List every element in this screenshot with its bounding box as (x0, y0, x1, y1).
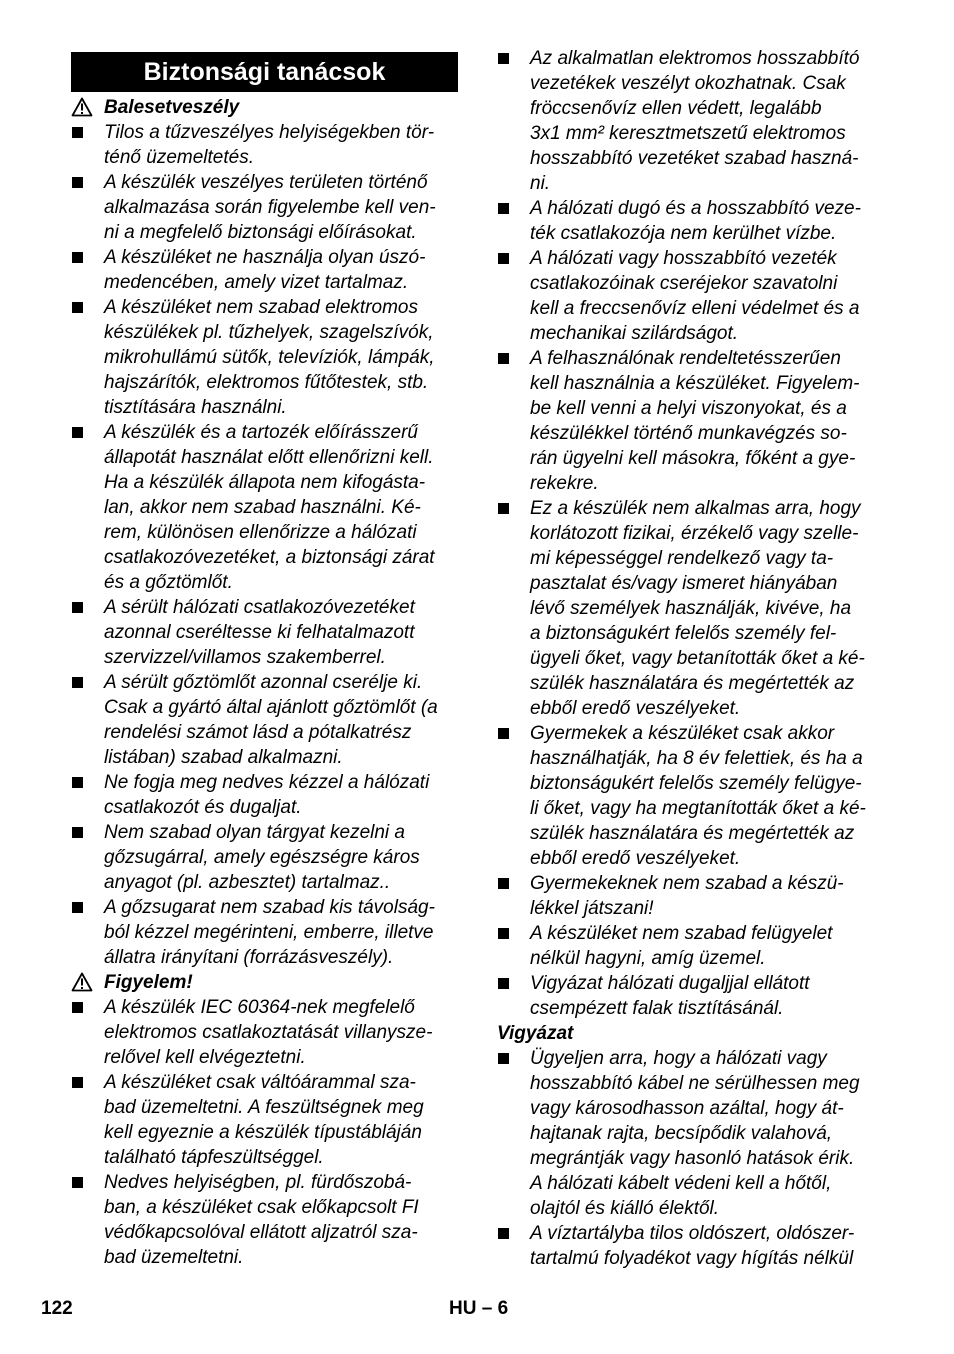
list-item-line: Gyermekek a készüléket csak akkor (530, 723, 835, 744)
list-item (71, 1170, 458, 1270)
square-bullet-icon (498, 53, 509, 64)
square-bullet-icon (498, 1053, 509, 1064)
list-item-line: használhatják, ha 8 év felettiek, és ha a (530, 748, 863, 769)
warning-heading (71, 970, 458, 995)
list-item-line: listában) szabad alkalmazni. (104, 747, 343, 768)
square-bullet-icon (72, 427, 83, 438)
list-item (71, 295, 458, 420)
list-item-line: A gőzsugarat nem szabad kis távolság- (104, 897, 435, 918)
list-item-line: készülékkel történő munkavégzés so- (530, 423, 847, 444)
square-bullet-icon (498, 353, 509, 364)
list-item-line: rán ügyelni kell másokra, főként a gye- (530, 448, 856, 469)
list-item (497, 921, 889, 971)
list-item-line: szülék használatára és megértették az (530, 673, 855, 694)
list-item-line: A sérült gőztömlőt azonnal cserélje ki. (104, 672, 423, 693)
list-item-line: Gyermekeknek nem szabad a készü- (530, 873, 844, 894)
warning-triangle-icon (71, 97, 93, 117)
list-item (497, 346, 889, 496)
list-item-line: elektromos csatlakoztatását villanysze- (104, 1022, 433, 1043)
list-item-line: bad üzemeltetni. A feszültségnek meg (104, 1097, 424, 1118)
list-item-line: Ügyeljen arra, hogy a hálózati vagy (530, 1048, 827, 1069)
list-item-line: azonnal cseréltesse ki felhatalmazott (104, 622, 415, 643)
list-item-line: hajtanak rajta, becsípődik valahová, (530, 1123, 833, 1144)
list-item-line: lékkel játszani! (530, 898, 654, 919)
warning-heading-text: Balesetveszély (104, 97, 240, 118)
list-item-line: ban, a készüléket csak előkapcsolt FI (104, 1197, 419, 1218)
list-item (497, 871, 889, 921)
list-item-line: Ez a készülék nem alkalmas arra, hogy (530, 498, 861, 519)
square-bullet-icon (498, 253, 509, 264)
list-item-line: A hálózati dugó és a hosszabbító veze- (530, 198, 861, 219)
list-item-line: A készüléket csak váltóárammal sza- (104, 1072, 416, 1093)
list-item-line: biztonságukért felelős személy felügye- (530, 773, 862, 794)
list-item-line: fröccsenővíz ellen védett, legalább (530, 98, 822, 119)
warning-heading-text: Figyelem! (104, 972, 193, 993)
list-item-line: Vigyázat hálózati dugaljjal ellátott (530, 973, 810, 994)
list-item-line: A készülék IEC 60364-nek megfelelő (104, 997, 415, 1018)
list-item-line: vezetékek veszélyt okozhatnak. Csak (530, 73, 846, 94)
list-item-line: hajszárítók, elektromos fűtőtestek, stb. (104, 372, 429, 393)
list-item (71, 120, 458, 170)
list-item-line: korlátozott fizikai, érzékelő vagy szelle- (530, 523, 859, 544)
list-item-line: medencében, amely vizet tartalmaz. (104, 272, 409, 293)
square-bullet-icon (72, 1002, 83, 1013)
list-item-line: A készüléket nem szabad elektromos (104, 297, 419, 318)
list-item-line: Nem szabad olyan tárgyat kezelni a (104, 822, 405, 843)
list-item-line: Tilos a tűzveszélyes helyiségekben tör- (104, 122, 435, 143)
list-item (497, 971, 889, 1021)
list-item-line: mi képességgel rendelkező vagy ta- (530, 548, 834, 569)
list-item-line: ebből eredő veszélyeket. (530, 698, 741, 719)
list-item (71, 1070, 458, 1170)
list-item (497, 246, 889, 346)
list-item-line: csatlakozót és dugaljat. (104, 797, 302, 818)
list-item (497, 1221, 889, 1271)
list-item-line: Ne fogja meg nedves kézzel a hálózati (104, 772, 430, 793)
page-number: 122 (41, 1298, 73, 1319)
list-item (71, 170, 458, 245)
list-item-line: relővel kell elvégeztetni. (104, 1047, 306, 1068)
list-item-line: ból kézzel megérinteni, emberre, illetve (104, 922, 434, 943)
square-bullet-icon (498, 728, 509, 739)
left-column (71, 50, 458, 1270)
list-item-line: megrántják vagy hasonló hatások érik. (530, 1148, 855, 1169)
list-item-line: A készüléket nem szabad felügyelet (530, 923, 833, 944)
list-item (71, 895, 458, 970)
square-bullet-icon (498, 1228, 509, 1239)
list-item-line: állapotát használat előtt ellenőrizni kell. (104, 447, 434, 468)
list-item-line: ni. (530, 173, 551, 194)
square-bullet-icon (498, 928, 509, 939)
list-item-line: ebből eredő veszélyeket. (530, 848, 741, 869)
square-bullet-icon (72, 677, 83, 688)
right-content (497, 46, 889, 1271)
list-item-line: hosszabbító vezetéket szabad haszná- (530, 148, 859, 169)
square-bullet-icon (498, 503, 509, 514)
list-item-line: ték csatlakozója nem kerülhet vízbe. (530, 223, 837, 244)
list-item-line: csempézett falak tisztításánál. (530, 998, 784, 1019)
list-item-line: kell a freccsenővíz elleni védelmet és a (530, 298, 860, 319)
square-bullet-icon (72, 602, 83, 613)
list-item (71, 245, 458, 295)
list-item-line: A víztartályba tilos oldószert, oldószer- (530, 1223, 855, 1244)
square-bullet-icon (72, 302, 83, 313)
list-item-line: tartalmú folyadékot vagy hígítás nélkül (530, 1248, 854, 1269)
warning-triangle-icon (71, 972, 93, 992)
list-item-line: ténő üzemeltetés. (104, 147, 254, 168)
list-item-line: található tápfeszültséggel. (104, 1147, 324, 1168)
right-column (497, 46, 889, 1271)
list-item-line: szülék használatára és megértették az (530, 823, 855, 844)
list-item-line: állatra irányítani (forrázásveszély). (104, 947, 394, 968)
list-item-line: be kell venni a helyi viszonyokat, és a (530, 398, 847, 419)
list-item-line: lan, akkor nem szabad használni. Ké- (104, 497, 421, 518)
list-item-line: Az alkalmatlan elektromos hosszabbító (530, 48, 860, 69)
list-item-line: vagy károsodhasson azáltal, hogy át- (530, 1098, 844, 1119)
list-item-line: nélkül hagyni, amíg üzemel. (530, 948, 766, 969)
list-item-line: Ha a készülék állapota nem kifogásta- (104, 472, 426, 493)
square-bullet-icon (72, 902, 83, 913)
list-item-line: A felhasználónak rendeltetésszerűen (530, 348, 841, 369)
list-item-line: lévő személyek használják, kivéve, ha (530, 598, 852, 619)
list-item-line: alkalmazása során figyelembe kell ven- (104, 197, 436, 218)
list-item-line: védőkapcsolóval ellátott aljzatról sza- (104, 1222, 418, 1243)
list-item-line: rendelési számot lásd a pótalkatrész (104, 722, 412, 743)
list-item-line: kell egyeznie a készülék típustábláján (104, 1122, 422, 1143)
list-item-line: Csak a gyártó által ajánlott gőztömlőt (a (104, 697, 438, 718)
list-item-line: gőzsugárral, amely egészségre káros (104, 847, 420, 868)
list-item-line: li őket, vagy ha megtanították őket a ké- (530, 798, 866, 819)
section-title: Biztonsági tanácsok (71, 52, 458, 92)
list-item-line: a biztonságukért felelős személy fel- (530, 623, 837, 644)
list-item (71, 420, 458, 595)
square-bullet-icon (498, 203, 509, 214)
list-item (497, 721, 889, 871)
list-item (497, 46, 889, 196)
list-item (71, 820, 458, 895)
warning-heading (71, 95, 458, 120)
list-item-line: hosszabbító kábel ne sérülhessen meg (530, 1073, 860, 1094)
square-bullet-icon (72, 177, 83, 188)
list-item-line: tisztítására használni. (104, 397, 287, 418)
list-item-line: csatlakozóinak cseréjekor szavatolni (530, 273, 838, 294)
list-item-line: 3x1 mm² keresztmetszetű elektromos (530, 123, 846, 144)
square-bullet-icon (72, 127, 83, 138)
square-bullet-icon (72, 1177, 83, 1188)
list-item-line: kell használnia a készüléket. Figyelem- (530, 373, 860, 394)
list-item-line: olajtól és kiálló élektől. (530, 1198, 720, 1219)
list-item-line: bad üzemeltetni. (104, 1247, 244, 1268)
list-item-line: A készüléket ne használja olyan úszó- (104, 247, 426, 268)
list-item-line: csatlakozóvezetéket, a biztonsági zárat (104, 547, 435, 568)
list-item (497, 1046, 889, 1221)
square-bullet-icon (72, 777, 83, 788)
list-item-line: A hálózati kábelt védeni kell a hőtől, (530, 1173, 832, 1194)
list-item (71, 595, 458, 670)
list-item (71, 995, 458, 1070)
list-item-line: mikrohullámú sütők, televíziók, lámpák, (104, 347, 435, 368)
list-item-line: A hálózati vagy hosszabbító vezeték (530, 248, 837, 269)
list-item-line: készülékek pl. tűzhelyek, szagelszívók, (104, 322, 434, 343)
subheading: Vigyázat (497, 1023, 574, 1044)
list-item-line: A sérült hálózati csatlakozóvezetéket (104, 597, 415, 618)
list-item-line: Nedves helyiségben, pl. fürdőszobá- (104, 1172, 412, 1193)
square-bullet-icon (498, 878, 509, 889)
list-item-line: ügyeli őket, vagy betanították őket a ké- (530, 648, 865, 669)
square-bullet-icon (498, 978, 509, 989)
list-item-line: A készülék és a tartozék előírásszerű (104, 422, 418, 443)
square-bullet-icon (72, 1077, 83, 1088)
list-item-line: rem, különösen ellenőrizze a hálózati (104, 522, 417, 543)
left-content (71, 95, 458, 1270)
list-item-line: szervizzel/villamos szakemberrel. (104, 647, 386, 668)
list-item (71, 670, 458, 770)
list-item-line: anyagot (pl. azbesztet) tartalmaz.. (104, 872, 391, 893)
square-bullet-icon (72, 827, 83, 838)
list-item-line: rekekre. (530, 473, 599, 494)
list-item (71, 770, 458, 820)
list-item-line: ni a megfelelő biztonsági előírásokat. (104, 222, 417, 243)
square-bullet-icon (72, 252, 83, 263)
page-code: HU – 6 (449, 1298, 509, 1319)
list-item-line: pasztalat és/vagy ismeret hiányában (530, 573, 838, 594)
list-item-line: mechanikai szilárdságot. (530, 323, 739, 344)
list-item-line: A készülék veszélyes területen történő (104, 172, 428, 193)
list-item (497, 496, 889, 721)
list-item (497, 196, 889, 246)
list-item-line: és a gőztömlőt. (104, 572, 233, 593)
